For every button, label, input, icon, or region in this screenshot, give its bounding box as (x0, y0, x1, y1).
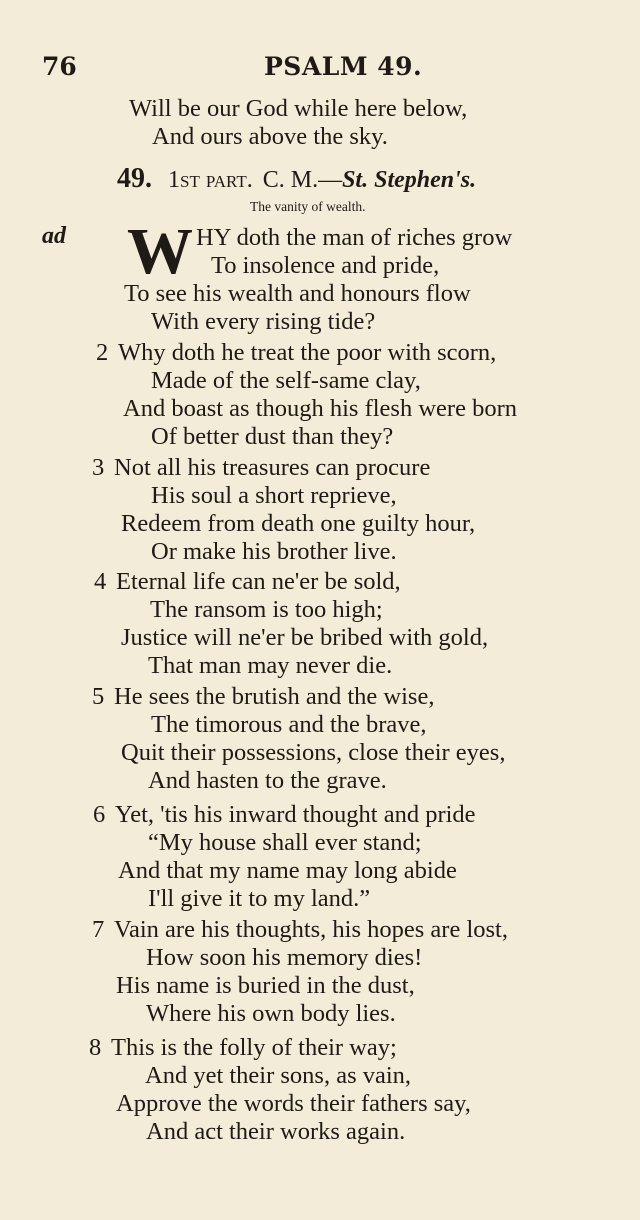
verse-1-line-1: HY doth the man of riches grow (196, 224, 513, 251)
running-title: PSALM 49. (264, 52, 423, 81)
hymn-subtitle: The vanity of wealth. (250, 199, 366, 214)
drop-cap: W (127, 215, 193, 288)
verse-2-line-3: And boast as though his flesh were born (123, 395, 517, 422)
verse-number: 4 (94, 568, 107, 595)
verse-text: This is the folly of their way; (111, 1034, 397, 1061)
verse-text: Eternal life can ne'er be sold, (116, 568, 401, 595)
hymn-part: 1st part. (168, 167, 253, 193)
hymn-heading (117, 163, 476, 195)
page-header (0, 52, 640, 86)
verse-8-line-2: And yet their sons, as vain, (145, 1062, 412, 1089)
verse-5-line-2: The timorous and the brave, (151, 711, 427, 738)
verse-6-line-4: I'll give it to my land.” (148, 885, 371, 912)
verse-2-line-2: Made of the self-same clay, (151, 367, 421, 394)
verse-3-line-2: His soul a short reprieve, (151, 482, 397, 509)
verse-number: 7 (92, 916, 105, 943)
verse-7-line-1 (92, 916, 508, 944)
verse-7-line-2: How soon his memory dies! (146, 944, 423, 971)
verse-4-line-3: Justice will ne'er be bribed with gold, (121, 624, 489, 651)
verse-number: 3 (92, 454, 105, 481)
verse-text: He sees the brutish and the wise, (114, 683, 435, 710)
verse-text: Vain are his thoughts, his hopes are lost, (114, 916, 508, 943)
prev-hymn-line-1: Will be our God while here below, (129, 95, 468, 122)
verse-5-line-3: Quit their possessions, close their eyes, (121, 739, 506, 766)
marginal-note: ad (42, 223, 66, 249)
verse-number: 6 (93, 801, 106, 828)
verse-7-line-3: His name is buried in the dust, (116, 972, 415, 999)
verse-8-line-1 (89, 1034, 397, 1062)
verse-text: Yet, 'tis his inward thought and pride (115, 801, 476, 828)
verse-number: 5 (92, 683, 105, 710)
verse-number: 8 (89, 1034, 102, 1061)
verse-5-line-4: And hasten to the grave. (148, 767, 387, 794)
verse-6-line-1 (93, 801, 476, 829)
verse-4-line-4: That man may never die. (148, 652, 393, 679)
verse-7-line-4: Where his own body lies. (146, 1000, 396, 1027)
verse-text: Not all his treasures can procure (114, 454, 431, 481)
verse-2-line-4: Of better dust than they? (151, 423, 394, 450)
verse-8-line-4: And act their works again. (146, 1118, 406, 1145)
verse-4-line-1 (94, 568, 401, 596)
verse-3-line-4: Or make his brother live. (151, 538, 397, 565)
hymn-tune: St. Stephen's. (342, 167, 477, 193)
verse-1-line-4: With every rising tide? (151, 308, 376, 335)
hymn-number: 49. (117, 163, 152, 194)
verse-6-line-3: And that my name may long abide (118, 857, 457, 884)
verse-3-line-3: Redeem from death one guilty hour, (121, 510, 476, 537)
verse-3-line-1 (92, 454, 430, 482)
verse-6-line-2: “My house shall ever stand; (148, 829, 422, 856)
prev-hymn-line-2: And ours above the sky. (152, 123, 388, 150)
verse-text: Why doth he treat the poor with scorn, (118, 339, 497, 366)
verse-8-line-3: Approve the words their fathers say, (116, 1090, 471, 1117)
hymn-meter: C. M.— (262, 167, 343, 193)
verse-5-line-1 (92, 683, 434, 711)
page-number: 76 (42, 52, 77, 81)
verse-4-line-2: The ransom is too high; (150, 596, 383, 623)
verse-2-line-1 (96, 339, 496, 367)
verse-number: 2 (96, 339, 109, 366)
verse-1-line-3: To see his wealth and honours flow (124, 280, 471, 307)
verse-1-line-2: To insolence and pride, (211, 252, 440, 279)
